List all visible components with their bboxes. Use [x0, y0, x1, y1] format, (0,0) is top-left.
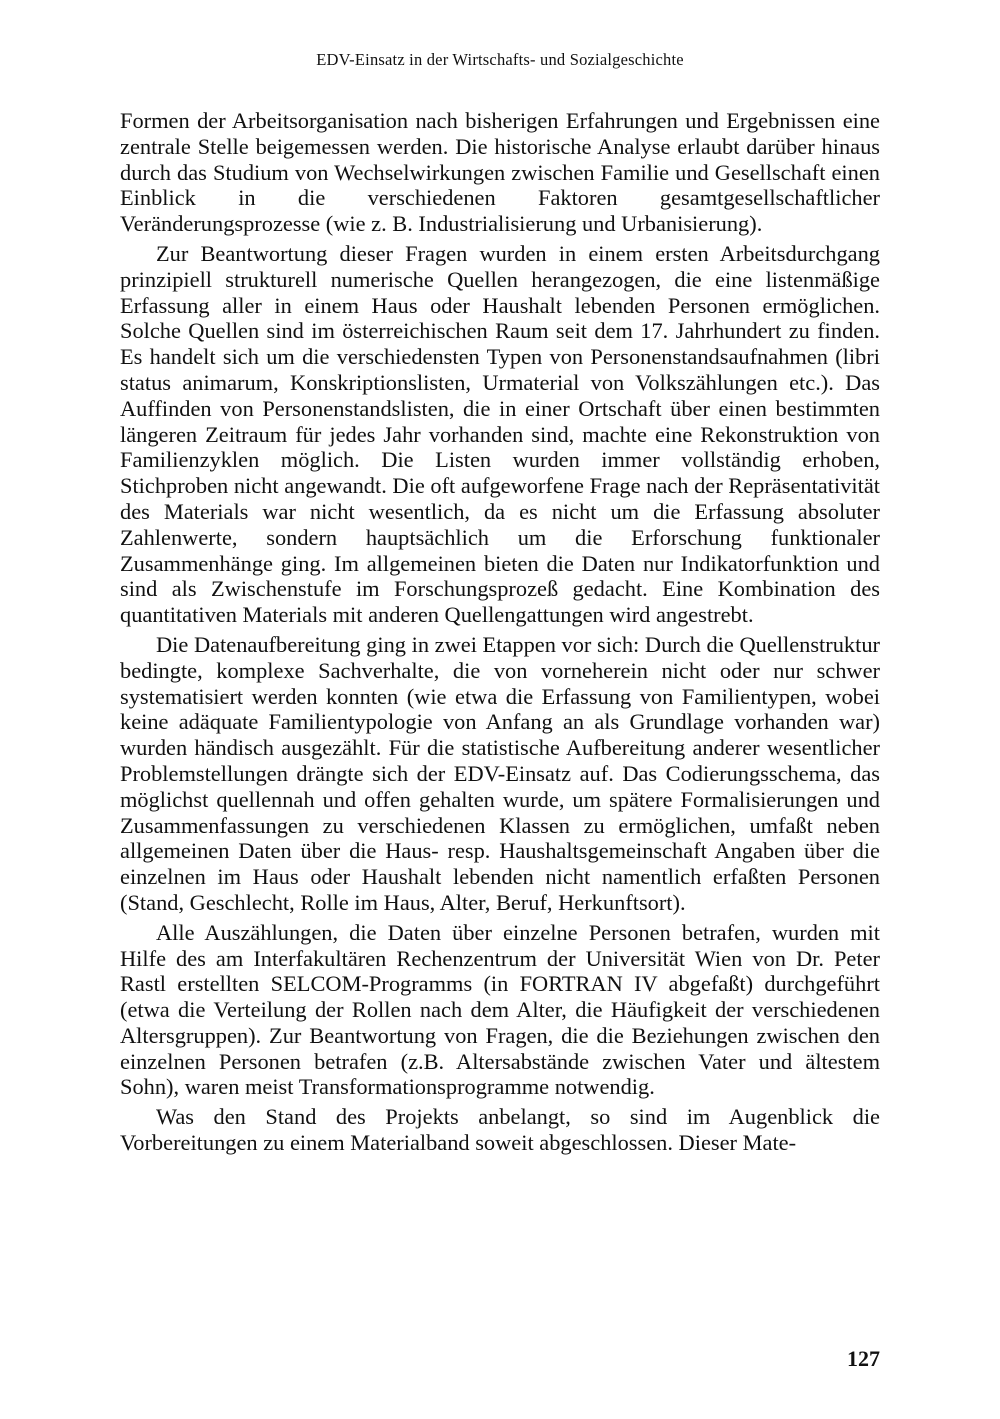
paragraph-1: Formen der Arbeitsorganisation nach bisherigen Erfahrungen und Ergebnissen eine zentrale Stelle beigemessen werden. Die historische Analyse erlaubt darüber hinaus durch das Studium von Wechselwirkungen zwischen Familie und Gesellschaft einen Einblick in die verschiedenen Faktoren gesamtgesellschaftlicher Veränderungsprozesse (wie z. B. Industrialisierung und Urbanisierung).: [120, 108, 880, 237]
paragraph-3: Die Datenaufbereitung ging in zwei Etappen vor sich: Durch die Quellenstruktur bedingte, komplexe Sachverhalte, die von vorneherein nicht oder nur schwer systematisiert werden konnten (wie etwa die Erfassung von Familientypen, wobei keine adäquate Familientypologie von Anfang an als Grundlage vorhanden war) wurden händisch ausgezählt. Für die statistische Aufbereitung anderer wesentlicher Problemstellungen drängte sich der EDV-Einsatz auf. Das Codierungsschema, das möglichst quellennah und offen gehalten wurde, um spätere Formalisierungen und Zusammenfassungen zu verschiedenen Klassen zu ermöglichen, umfaßt neben allgemeinen Daten über die Haus- resp. Haushaltsgemeinschaft Angaben über die einzelnen im Haus oder Haushalt lebenden nicht namentlich erfaßten Personen (Stand, Geschlecht, Rolle im Haus, Alter, Beruf, Herkunftsort).: [120, 631, 880, 915]
paragraph-4: Alle Auszählungen, die Daten über einzelne Personen betrafen, wurden mit Hilfe des am Interfakultären Rechenzentrum der Universität Wien von Dr. Peter Rastl erstellten SELCOM-Programms (in FORTRAN IV abgefaßt) durchgeführt (etwa die Verteilung der Rollen nach dem Alter, die Häufigkeit der verschiedenen Altersgruppen). Zur Beantwortung von Fragen, die die Beziehungen zwischen den einzelnen Personen betrafen (z.B. Altersabstände zwischen Vater und ältestem Sohn), waren meist Transformationsprogramme notwendig.: [120, 919, 880, 1100]
paragraph-2: Zur Beantwortung dieser Fragen wurden in einem ersten Arbeitsdurchgang prinzipiell strukturell numerische Quellen herangezogen, die eine listenmäßige Erfassung aller in einem Haus oder Haushalt lebenden Personen ermöglichen. Solche Quellen sind im österreichischen Raum seit dem 17. Jahrhundert zu finden. Es handelt sich um die verschiedensten Typen von Personenstandsaufnahmen (libri status animarum, Konskriptionslisten, Urmaterial von Volkszählungen etc.). Das Auffinden von Personenstandslisten, die in einer Ortschaft über einen bestimmten längeren Zeitraum für jedes Jahr vorhanden sind, machte eine Rekonstruktion von Familienzyklen möglich. Die Listen wurden immer vollständig erhoben, Stichproben nicht angewandt. Die oft aufgeworfene Frage nach der Repräsentativität des Materials war nicht wesentlich, da es nicht um die Erfassung absoluter Zahlenwerte, sondern hauptsächlich um die Erforschung funktionaler Zusammenhänge ging. Im allgemeinen bieten die Daten nur Indikatorfunktion und sind als Zwischenstufe im Forschungsprozeß gedacht. Eine Kombination des quantitativen Materials mit anderen Quellengattungen wird angestrebt.: [120, 240, 880, 628]
paragraph-5: Was den Stand des Projekts anbelangt, so sind im Augenblick die Vorbereitungen zu einem Materialband soweit abgeschlossen. Dieser Mate-: [120, 1104, 880, 1156]
body-text: [120, 108, 880, 1160]
running-head: EDV-Einsatz in der Wirtschafts- und Sozialgeschichte: [316, 50, 684, 69]
page-number: 127: [847, 1346, 880, 1371]
